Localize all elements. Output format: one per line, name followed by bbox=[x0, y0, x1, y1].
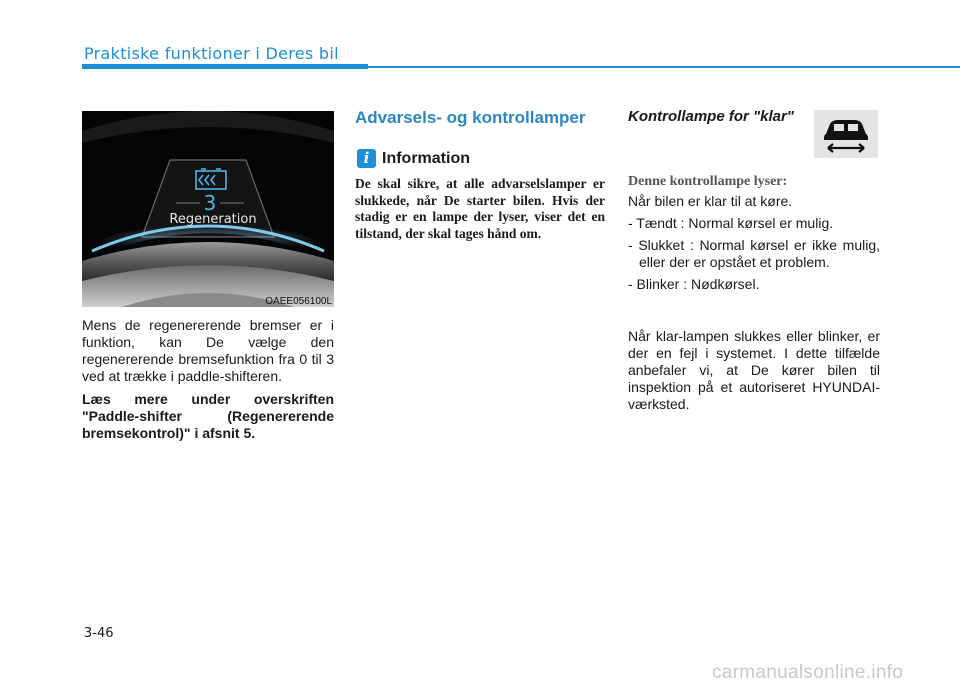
header-rule-thick bbox=[82, 64, 368, 69]
status-item-off: - Slukket : Normal kørsel er ikke mulig, eller der er opstået et problem. bbox=[628, 237, 880, 270]
info-title: Information bbox=[382, 150, 470, 167]
page-number: 3-46 bbox=[84, 626, 114, 641]
header-title: Praktiske funktioner i Deres bil bbox=[84, 44, 339, 63]
lamp-sub-heading: Denne kontrollampe lyser: bbox=[628, 174, 788, 189]
figure-caption: OAEE056100L bbox=[265, 296, 332, 307]
regeneration-paragraph: Mens de regenererende bremser er i funktion, kan De vælge den regenererende bremsefunktion fra 0 til 3 ved at trække i paddle-shifteren. bbox=[82, 317, 334, 384]
regeneration-label: Regeneration bbox=[169, 212, 257, 227]
ready-lamp-paragraph: Når klar-lampen slukkes eller blinker, er der en fejl i systemet. I dette tilfælde anbefaler vi, at De kører bilen til inspektion på et autoriseret HYUNDAI-værksted. bbox=[628, 328, 880, 412]
section-title: Advarsels- og kontrollamper bbox=[355, 108, 586, 127]
info-icon: i bbox=[357, 149, 376, 168]
watermark: carmanualsonline.info bbox=[712, 662, 904, 683]
column3-list bbox=[628, 193, 880, 298]
ready-lamp-title: Kontrollampe for "klar" bbox=[628, 108, 794, 125]
column1-text bbox=[82, 317, 334, 448]
status-item-on: - Tændt : Normal kørsel er mulig. bbox=[628, 215, 834, 231]
ready-line: Når bilen er klar til at køre. bbox=[628, 193, 793, 209]
ready-car-icon bbox=[814, 110, 878, 158]
reference-paragraph: Læs mere under overskriften "Paddle-shifter (Regenererende bremsekontrol)" i afsnit 5. bbox=[82, 391, 334, 441]
status-item-blink: - Blinker : Nødkørsel. bbox=[628, 276, 760, 292]
regeneration-level: 3 bbox=[203, 191, 217, 215]
header-rule-thin bbox=[368, 66, 960, 68]
info-text: De skal sikre, at alle advarselslamper er slukkede, når De starter bilen. Hvis der stadig er en lampe der lyser, viser det en tilstand, der skal tages hånd om. bbox=[355, 176, 605, 241]
regeneration-cluster-figure bbox=[82, 111, 334, 307]
